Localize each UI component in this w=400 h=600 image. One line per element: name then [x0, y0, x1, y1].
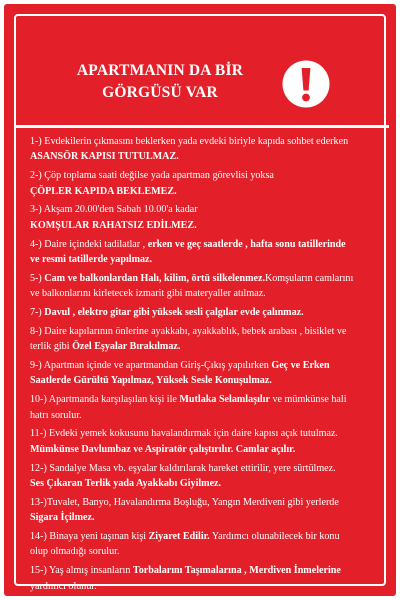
rule-text: 12-) Sandalye Masa vb. eşyalar kaldırılarak hareket ettirilir, yere sürtülmez. — [30, 462, 336, 474]
rule-item — [30, 168, 382, 199]
rule-line — [30, 168, 382, 183]
rule-item — [30, 358, 382, 389]
rule-text: terlik gibi — [30, 341, 73, 353]
rule-text: 1-) Evdekilerin çıkmasını beklerken yada evdeki biriyle kapıda sohbet ederken — [30, 136, 349, 147]
rule-line — [30, 184, 382, 199]
rule-line — [30, 510, 382, 525]
rule-text-bold: Torbalarını Taşımalarına , Merdiven İnmelerine — [132, 565, 341, 577]
rule-text-bold: KOMŞULAR RAHATSIZ EDİLMEZ. — [30, 219, 197, 231]
rule-text: 5-) — [30, 272, 45, 284]
rules-list — [30, 134, 382, 597]
rule-text-bold: Özel Eşyalar Bırakılmaz. — [72, 341, 181, 353]
rule-text: 2-) Çöp toplama saati değilse yada apartman görevlisi yoksa — [30, 170, 274, 182]
rule-line — [30, 202, 382, 217]
rule-item — [30, 495, 382, 526]
rule-text-bold: Davul , elektro gitar gibi yüksek sesli çalgılar evde çalınmaz. — [44, 307, 304, 319]
rule-line — [30, 408, 382, 423]
rule-text: 11-) Evdeki yemek kokusunu havalandırmak için daire kapısı açık tutulmaz. — [30, 428, 338, 440]
rule-text: 14-) Binaya yeni taşınan kişi — [30, 531, 149, 543]
rule-text-bold: Cam ve balkonlardan Halı, kilim, örtü silkelenmez. — [44, 272, 265, 284]
rule-line — [30, 579, 382, 594]
rule-line — [30, 252, 382, 267]
rule-item — [30, 202, 382, 233]
sign-title — [50, 60, 270, 104]
rule-text-bold: Ziyaret Edilir. — [148, 531, 210, 543]
rule-text-bold: Sigara İçilmez. — [30, 512, 95, 524]
rule-item — [30, 324, 382, 355]
rule-text: Yardımcı olunabilecek bir konu — [209, 531, 340, 543]
rule-text-bold: ASANSÖR KAPISI TUTULMAZ. — [30, 151, 179, 163]
rule-line — [30, 286, 382, 301]
rule-line — [30, 563, 382, 578]
rule-item — [30, 461, 382, 492]
rule-line — [30, 305, 382, 320]
rule-line — [30, 392, 382, 407]
rule-line — [30, 544, 382, 559]
rule-item — [30, 426, 382, 457]
rule-text-bold: Ses Çıkaran Terlik yada Ayakkabı Giyilmez. — [30, 478, 222, 490]
rule-text-bold: Geç ve Erken — [271, 360, 330, 372]
rule-text: Komşuların camlarını — [264, 272, 354, 284]
inner-frame — [14, 14, 386, 592]
rule-item — [30, 529, 382, 560]
rule-line — [30, 218, 382, 233]
rule-item — [30, 237, 382, 268]
title-line-2: GÖRGÜSÜ VAR — [102, 84, 218, 101]
rule-line — [30, 358, 382, 373]
rule-item — [30, 305, 382, 320]
exclamation-circle-icon — [281, 59, 331, 109]
rule-text: 8-) Daire kapılarının önlerine ayakkabı, ayakkablık, bebek arabası , bisiklet ve — [30, 325, 347, 337]
rule-line — [30, 339, 382, 354]
rule-text: olup olmadığı sorulur. — [30, 546, 120, 558]
rule-text-bold: erken ve geç saatlerde , hafta sonu tatillerinde — [147, 238, 346, 250]
rule-text: ve balkonlarını kirletecek izmarit gibi materyaller atılmaz. — [30, 288, 266, 300]
rule-text: ve mümkünse hali — [269, 394, 347, 406]
rule-text: 13-)Tuvalet, Banyo, Havalandırma Boşluğu, Yangın Merdiveni gibi yerlerde — [30, 496, 339, 508]
rule-item — [30, 134, 382, 165]
rule-line — [30, 271, 382, 286]
red-board — [4, 4, 396, 596]
rule-line — [30, 373, 382, 388]
rule-text: 10-) Apartmanda karşılaşılan kişi ile — [30, 394, 180, 406]
rule-line — [30, 476, 382, 491]
rule-text-bold: Mutlaka Selamlaşılır — [179, 394, 270, 406]
header-divider — [16, 125, 389, 128]
rule-text-bold: ve resmi tatillerde yapılmaz. — [30, 254, 153, 266]
rule-line — [30, 461, 382, 476]
sign-header — [16, 16, 389, 128]
rule-line — [30, 324, 382, 339]
rule-line — [30, 495, 382, 510]
rule-text: yardımcı olunur. — [30, 580, 97, 592]
rule-line — [30, 442, 382, 457]
rule-text: 3-) Akşam 20.00'den Sabah 10.00'a kadar — [30, 204, 198, 216]
rule-item — [30, 271, 382, 302]
rule-item — [30, 563, 382, 594]
rule-line — [30, 237, 382, 252]
rule-text: 9-) Apartman içinde ve apartmandan Giriş-Çıkış yapılırken — [30, 360, 272, 372]
rule-text-bold: Saatlerde Gürültü Yapılmaz, Yüksek Sesle Konuşulmaz. — [30, 375, 272, 387]
rule-line — [30, 149, 382, 164]
rule-text: 4-) Daire içindeki tadilatlar , — [30, 238, 148, 250]
rule-text: hatrı sorulur. — [30, 409, 82, 421]
rule-text-bold: ÇÖPLER KAPIDA BEKLEMEZ. — [30, 185, 177, 197]
rule-line — [30, 529, 382, 544]
rule-item — [30, 392, 382, 423]
rule-text-bold: Mümkünse Davlumbaz ve Aspiratör çalıştırılır. Camlar açılır. — [30, 443, 296, 455]
rule-text: 7-) — [30, 307, 45, 319]
rule-text: 15-) Yaş almış insanların — [30, 565, 133, 577]
rule-line — [30, 134, 382, 149]
rule-line — [30, 426, 382, 441]
title-line-1: APARTMANIN DA BİR — [76, 62, 244, 79]
